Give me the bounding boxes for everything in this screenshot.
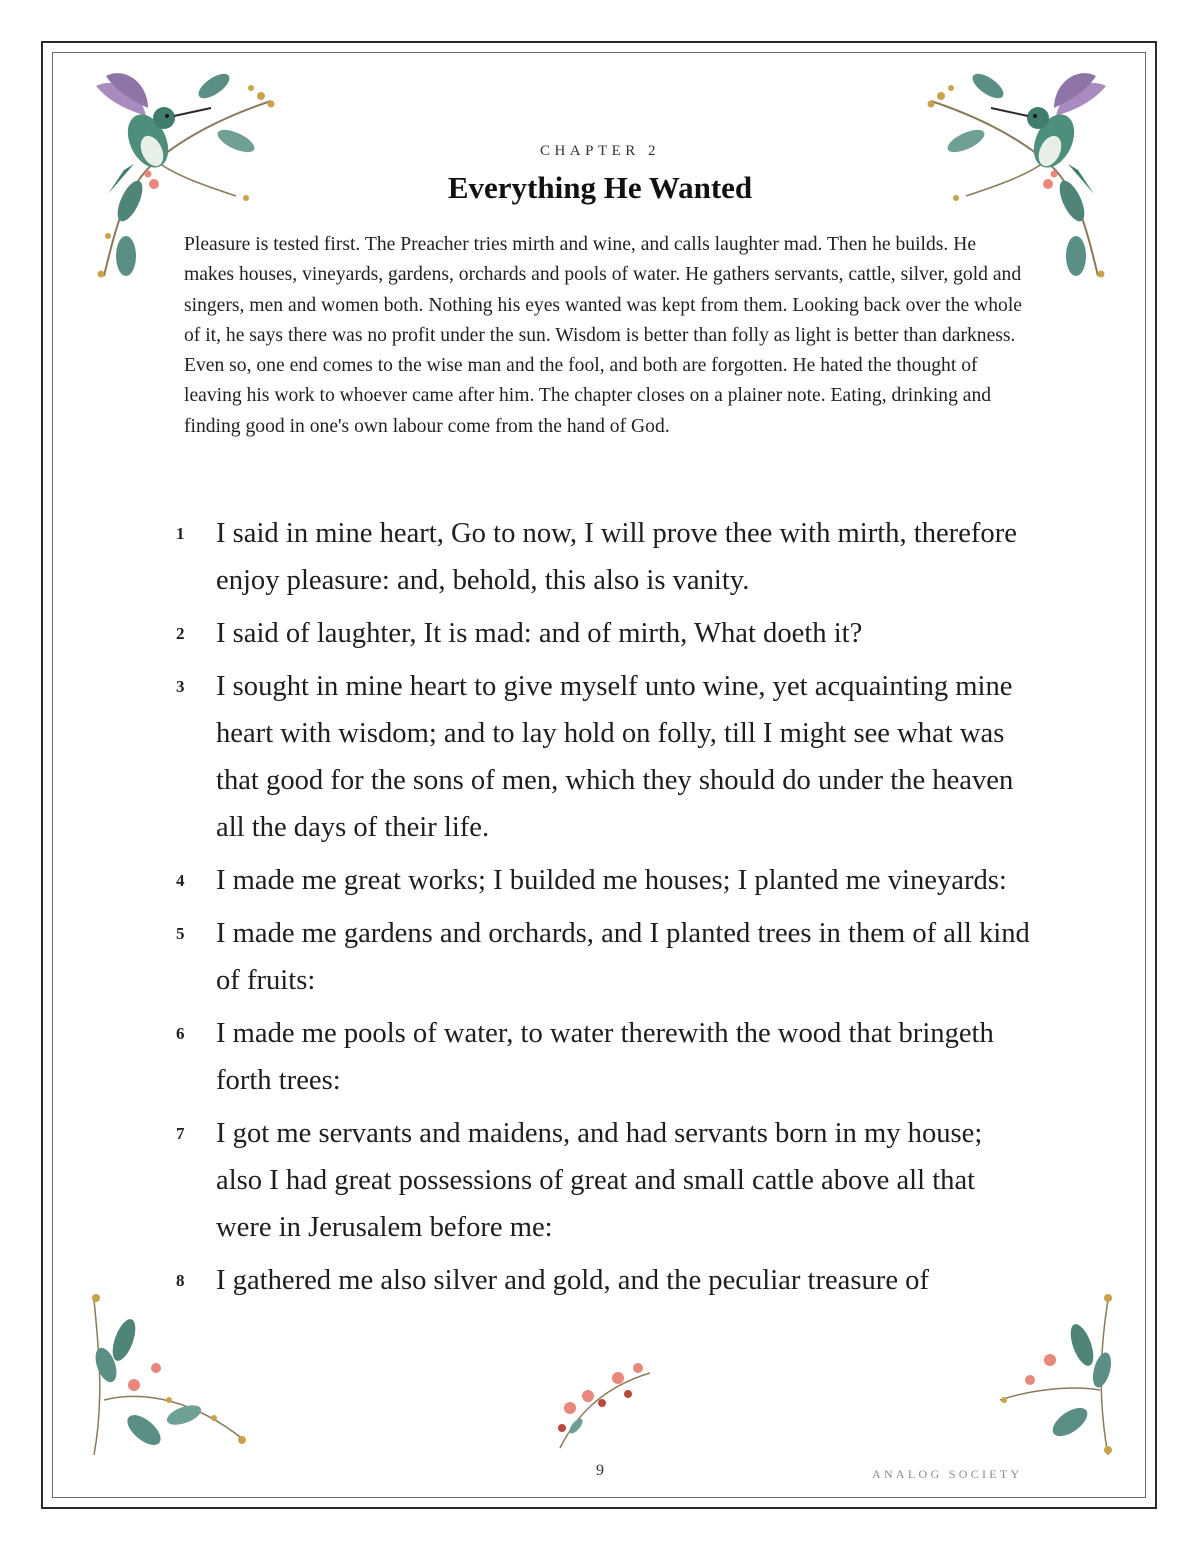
verse-2 [170, 610, 1030, 657]
verse-number: 1 [176, 524, 185, 543]
verse-number: 6 [176, 1024, 185, 1043]
verse-3 [170, 663, 1030, 851]
footer-brand: ANALOG SOCIETY [872, 1467, 1023, 1481]
verse-text: I said in mine heart, Go to now, I will prove thee with mirth, therefore enjoy pleasure: and, behold, this also is vanity. [216, 518, 1017, 596]
verse-text: I said of laughter, It is mad: and of mirth, What doeth it? [216, 618, 863, 649]
verse-number: 2 [176, 624, 185, 643]
chapter-summary: Pleasure is tested first. The Preacher tries mirth and wine, and calls laughter mad. Then he builds. He makes houses, vineyards, gardens, orchards and pools of water. He gathers servants, cattle, silver, gold and singers, men and women both. Nothing his eyes wanted was kept from them. Looking back over the whole of it, he says there was no profit under the sun. Wisdom is better than folly as light is better than darkness. Even so, one end comes to the wise man and the fool, and both are forgotten. He hated the thought of leaving his work to whoever came after him. The chapter closes on a plainer note. Eating, drinking and finding good in one's own labour come from the hand of God. [184, 234, 1022, 437]
verse-text: I gathered me also silver and gold, and the peculiar treasure of [216, 1265, 929, 1296]
floral-ornament-bottom-right-icon [990, 1290, 1120, 1460]
verse-list [170, 510, 1030, 1310]
verse-number: 5 [176, 924, 185, 943]
verse-text: I made me gardens and orchards, and I planted trees in them of all kind of fruits: [216, 918, 1030, 996]
chapter-title: Everything He Wanted [447, 170, 753, 205]
verse-number: 8 [176, 1271, 185, 1290]
floral-ornament-bottom-center-icon [540, 1358, 660, 1453]
verse-text: I sought in mine heart to give myself unto wine, yet acquainting mine heart with wisdom; and to lay hold on folly, till I might see what was that good for the sons of men, which they should do under the heaven all the days of their life. [216, 671, 1014, 843]
chapter-label: CHAPTER 2 [539, 143, 661, 159]
floral-ornament-bottom-left-icon [84, 1290, 254, 1460]
verse-4 [170, 857, 1030, 904]
verse-7 [170, 1110, 1030, 1251]
verse-5 [170, 910, 1030, 1004]
verse-6 [170, 1010, 1030, 1104]
verse-text: I made me pools of water, to water therewith the wood that bringeth forth trees: [216, 1018, 994, 1096]
verse-text: I made me great works; I builded me houses; I planted me vineyards: [216, 865, 1007, 896]
verse-number: 4 [176, 871, 185, 890]
verse-text: I got me servants and maidens, and had servants born in my house; also I had great possessions of great and small cattle above all that were in Jerusalem before me: [216, 1118, 983, 1243]
verse-1 [170, 510, 1030, 604]
verse-number: 3 [176, 677, 185, 696]
verse-8 [170, 1257, 1030, 1304]
page-number: 9 [596, 1462, 604, 1479]
verse-number: 7 [176, 1124, 185, 1143]
